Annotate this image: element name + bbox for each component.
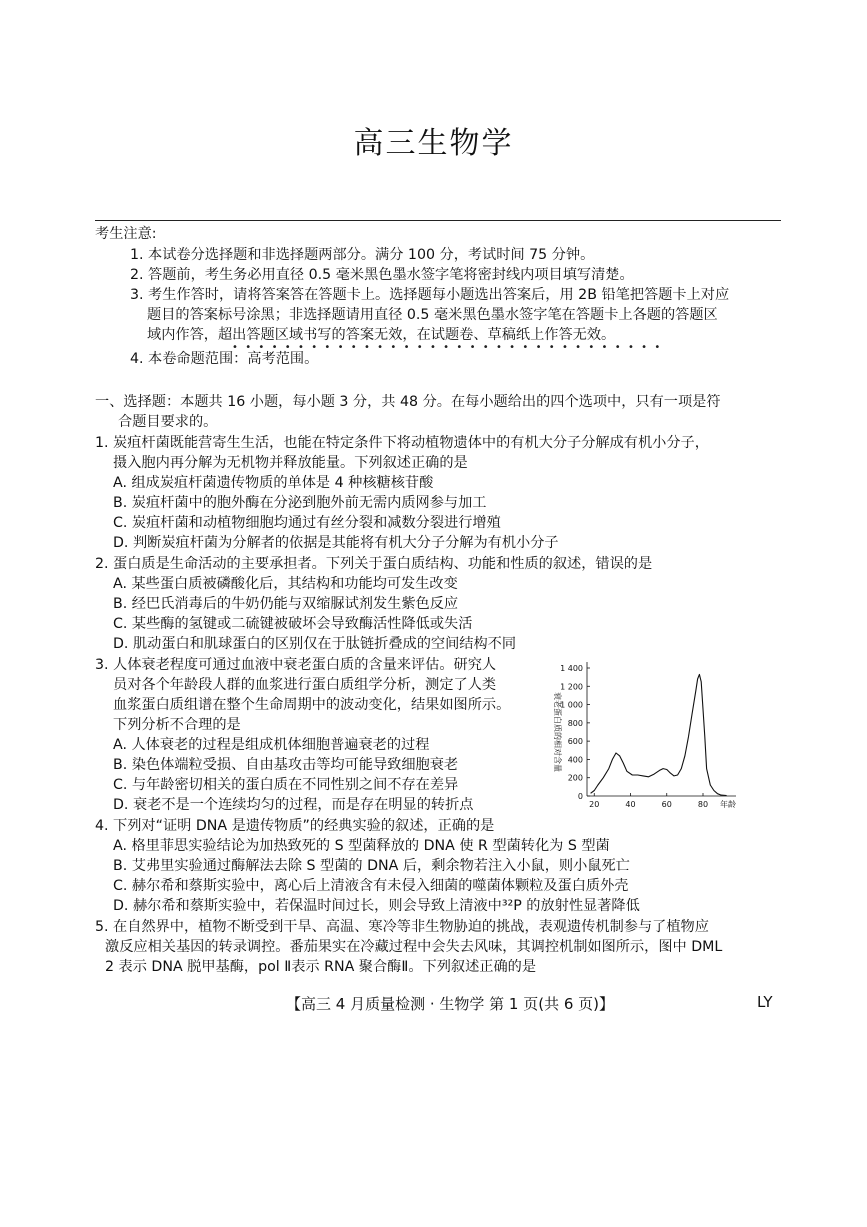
x-axis-label: 年龄 bbox=[720, 800, 736, 809]
q3-stem: 3. 人体衰老程度可通过血液中衰老蛋白质的含量来评估。研究人 bbox=[95, 657, 497, 673]
q2-option-a: A. 某些蛋白质被磷酸化后，其结构和功能均可发生改变 bbox=[113, 576, 458, 592]
q3-stem-cont-1: 员对各个年龄段人群的血浆进行蛋白质组学分析，测定了人类 bbox=[113, 677, 497, 693]
q2-stem: 2. 蛋白质是生命活动的主要承担者。下列关于蛋白质结构、功能和性质的叙述，错误的是 bbox=[95, 556, 653, 572]
notice-item-4: 4. 本卷命题范围：高考范围。 bbox=[130, 351, 319, 367]
notice-item-3-cont-2: 域内作答，超出答题区域书写的答案无效，在试题卷、草稿纸上作答无效。 bbox=[147, 327, 616, 343]
y-tick-label: 1 200 bbox=[560, 682, 583, 692]
y-tick-label: 1 000 bbox=[560, 700, 583, 710]
q3-option-b: B. 染色体端粒受损、自由基攻击等均可能导致细胞衰老 bbox=[113, 757, 459, 773]
q5-stem: 5. 在自然界中，植物不断受到干旱、高温、寒冷等非生物胁迫的挑战，表观遗传机制参与了植物应 bbox=[95, 919, 709, 935]
section-heading: 一、选择题：本题共 16 小题，每小题 3 分，共 48 分。在每小题给出的四个选项中，只有一项是符 bbox=[95, 394, 721, 410]
section-heading-cont: 合题目要求的。 bbox=[118, 414, 218, 430]
q5-stem-cont-1: 激反应相关基因的转录调控。番茄果实在冷藏过程中会失去风味，其调控机制如图所示，图中 DML bbox=[105, 939, 723, 955]
x-tick-label: 20 bbox=[589, 800, 600, 809]
q2-option-d: D. 肌动蛋白和肌球蛋白的区别仅在于肽链折叠成的空间结构不同 bbox=[113, 636, 517, 652]
q1-option-a: A. 组成炭疽杆菌遗传物质的单体是 4 种核糖核苷酸 bbox=[113, 475, 434, 491]
q3-stem-cont-2: 血浆蛋白质组谱在整个生命周期中的波动变化，结果如图所示。 bbox=[113, 697, 511, 713]
x-tick-label: 40 bbox=[625, 800, 636, 809]
footer-code: LY bbox=[757, 993, 773, 1011]
q3-stem-cont-3: 下列分析不合理的是 bbox=[113, 717, 241, 733]
y-tick-label: 0 bbox=[577, 792, 583, 801]
q1-option-c: C. 炭疽杆菌和动植物细胞均通过有丝分裂和减数分裂进行增殖 bbox=[113, 515, 501, 531]
notice-heading: 考生注意: bbox=[95, 226, 157, 242]
notice-item-3-cont-1: 题目的答案标号涂黑；非选择题请用直径 0.5 毫米黑色墨水签字笔在答题卡上各题的答题区 bbox=[147, 307, 718, 323]
notice-item-1: 1. 本试卷分选择题和非选择题两部分。满分 100 分，考试时间 75 分钟。 bbox=[130, 247, 595, 263]
notice-item-2: 2. 答题前，考生务必用直径 0.5 毫米黑色墨水签字笔将密封线内项目填写清楚。 bbox=[130, 267, 634, 283]
footer-page-info: 【高三 4 月质量检测 · 生物学 第 1 页(共 6 页)】 bbox=[286, 995, 615, 1013]
emphasis-dots: ••••••••••••••••••••••••••••••••• bbox=[232, 342, 668, 353]
protein-content-line bbox=[591, 674, 727, 795]
q4-stem: 4. 下列对“证明 DNA 是遗传物质”的经典实验的叙述，正确的是 bbox=[95, 818, 495, 834]
q5-stem-cont-2: 2 表示 DNA 脱甲基酶，pol Ⅱ表示 RNA 聚合酶Ⅱ。下列叙述正确的是 bbox=[105, 959, 537, 975]
y-tick-label: 600 bbox=[567, 737, 583, 747]
q4-option-a: A. 格里菲思实验结论为加热致死的 S 型菌释放的 DNA 使 R 型菌转化为 S 型菌 bbox=[113, 838, 610, 854]
x-tick-label: 80 bbox=[697, 800, 709, 809]
aging-protein-chart bbox=[540, 658, 740, 818]
y-tick-label: 1 400 bbox=[560, 664, 583, 673]
q3-option-d: D. 衰老不是一个连续均匀的过程，而是存在明显的转折点 bbox=[113, 797, 474, 813]
q4-option-b: B. 艾弗里实验通过酶解法去除 S 型菌的 DNA 后，剩余物若注入小鼠，则小鼠死亡 bbox=[113, 858, 630, 874]
page-title: 高三生物学 bbox=[353, 126, 514, 161]
q1-stem-cont: 摄入胞内再分解为无机物并释放能量。下列叙述正确的是 bbox=[113, 455, 468, 471]
q2-option-c: C. 某些酶的氢键或二硫键被破坏会导致酶活性降低或失活 bbox=[113, 616, 473, 632]
q4-option-d: D. 赫尔希和蔡斯实验中，若保温时间过长，则会导致上清液中³²P 的放射性显著降低 bbox=[113, 898, 640, 914]
notice-item-3: 3. 考生作答时，请将答案答在答题卡上。选择题每小题选出答案后，用 2B 铅笔把答题卡上对应 bbox=[130, 287, 730, 303]
y-axis-label: 衰老蛋白质的相对含量 bbox=[553, 692, 562, 772]
q3-option-c: C. 与年龄密切相关的蛋白质在不同性别之间不存在差异 bbox=[113, 777, 459, 793]
q1-option-d: D. 判断炭疽杆菌为分解者的依据是其能将有机大分子分解为有机小分子 bbox=[113, 535, 559, 551]
q4-option-c: C. 赫尔希和蔡斯实验中，离心后上清液含有未侵入细菌的噬菌体颗粒及蛋白质外壳 bbox=[113, 878, 629, 894]
y-tick-label: 800 bbox=[567, 718, 583, 728]
y-tick-label: 400 bbox=[567, 755, 583, 765]
y-tick-label: 200 bbox=[567, 773, 583, 783]
x-tick-label: 60 bbox=[661, 800, 672, 809]
q3-option-a: A. 人体衰老的过程是组成机体细胞普遍衰老的过程 bbox=[113, 737, 430, 753]
q1-stem: 1. 炭疽杆菌既能营寄生生活，也能在特定条件下将动植物遗体中的有机大分子分解成有机小分子， bbox=[95, 435, 709, 451]
q2-option-b: B. 经巴氏消毒后的牛奶仍能与双缩脲试剂发生紫色反应 bbox=[113, 596, 459, 612]
header-rule bbox=[95, 220, 781, 221]
q1-option-b: B. 炭疽杆菌中的胞外酶在分泌到胞外前无需内质网参与加工 bbox=[113, 495, 487, 511]
